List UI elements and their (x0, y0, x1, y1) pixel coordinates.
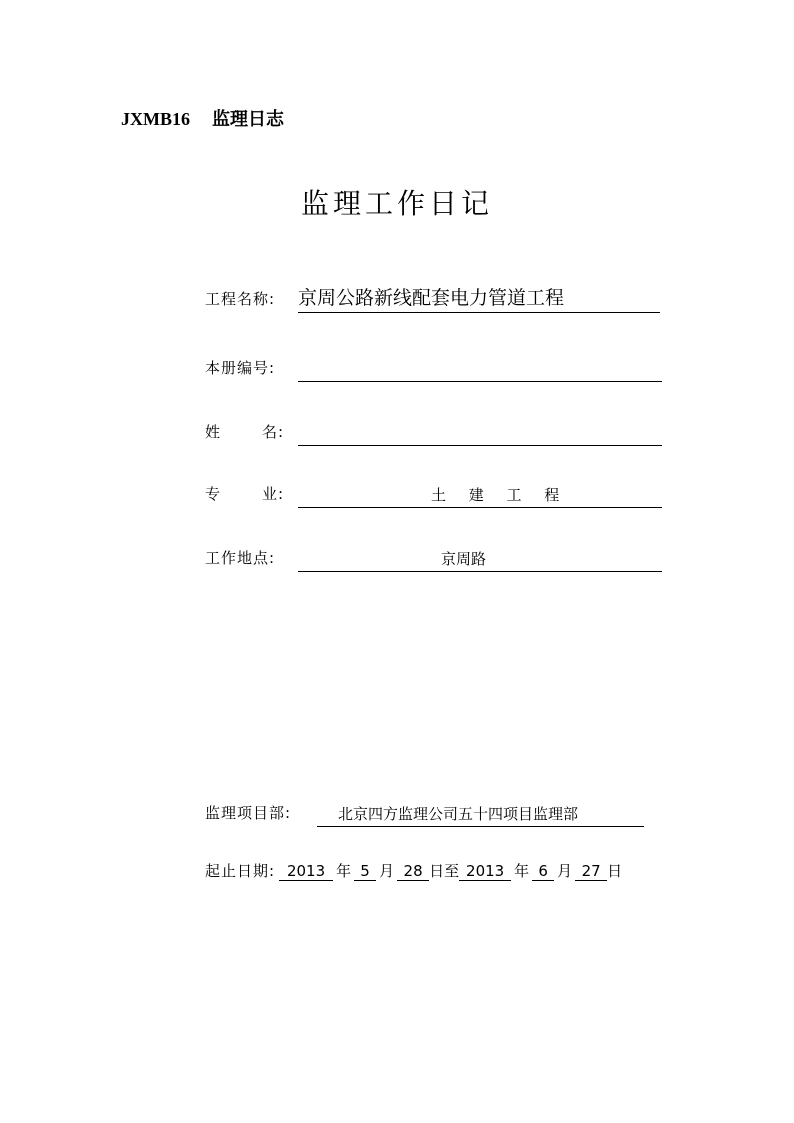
end-year-unit: 年 (514, 862, 530, 880)
end-day-field[interactable]: 27 (575, 862, 607, 881)
department-row (205, 797, 665, 827)
start-month-field[interactable]: 5 (354, 862, 376, 881)
start-day-field[interactable]: 28 (397, 862, 429, 881)
end-year-field[interactable]: 2013 (459, 862, 511, 881)
document-code (121, 105, 284, 131)
volume-number-label: 本册编号: (205, 359, 276, 377)
project-name-row (205, 283, 665, 313)
volume-number-field[interactable] (298, 357, 662, 382)
start-year-field[interactable]: 2013 (279, 862, 333, 881)
name-row (205, 416, 665, 446)
end-day-unit: 日 (607, 862, 623, 880)
specialty-label-second: 业: (262, 485, 285, 503)
date-to: 至 (444, 862, 460, 880)
end-month-field[interactable]: 6 (532, 862, 554, 881)
name-label-first: 姓 (205, 423, 222, 441)
volume-number-row (205, 352, 665, 382)
name-label-second: 名: (262, 423, 285, 441)
location-label: 工作地点: (205, 549, 276, 567)
specialty-row (205, 478, 665, 508)
start-year-unit: 年 (336, 862, 352, 880)
name-field[interactable] (298, 421, 662, 446)
form-code: JXMB16 (121, 109, 190, 129)
end-month-unit: 月 (557, 862, 573, 880)
department-value: 北京四方监理公司五十四项目监理部 (338, 805, 579, 823)
project-name-value: 京周公路新线配套电力管道工程 (298, 287, 565, 309)
project-name-label: 工程名称: (205, 290, 276, 308)
date-range-row (205, 860, 622, 886)
start-month-unit: 月 (379, 862, 395, 880)
page-title: 监理工作日记 (300, 187, 493, 220)
specialty-label-first: 专 (205, 485, 222, 503)
department-label: 监理项目部: (205, 804, 292, 822)
specialty-value: 土 建 工 程 (431, 486, 569, 504)
start-day-unit: 日 (429, 862, 445, 880)
location-row (205, 542, 665, 572)
form-name: 监理日志 (212, 109, 284, 129)
date-range-label: 起止日期: (205, 862, 276, 880)
location-value: 京周路 (441, 550, 487, 568)
